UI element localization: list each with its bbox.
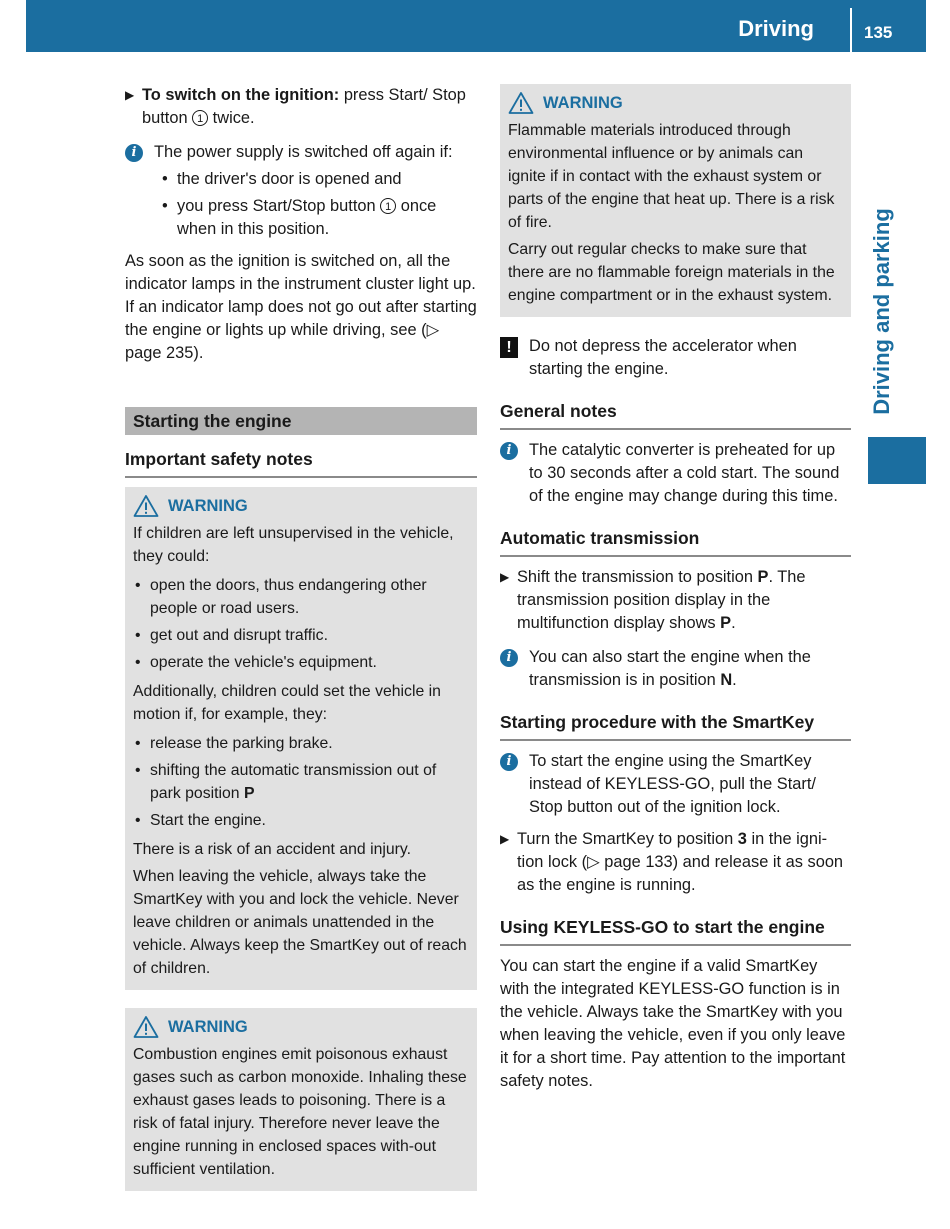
ignition-step-label: To switch on the ignition: — [142, 86, 340, 104]
warning-text: Flammable materials introduced through environmental influence or by animals can ignite if in contact with the exhaust system or parts of the engine that heat up. There is a risk of fire. — [508, 122, 835, 231]
list-item: • the driver's door is opened and — [160, 168, 477, 191]
side-tab — [866, 196, 896, 426]
play-arrow-icon: ▶ — [500, 570, 510, 584]
info-icon: i — [500, 753, 518, 771]
park-letter: P — [243, 785, 255, 802]
info-icon: i — [500, 649, 518, 667]
power-info-text: The power supply is switched off again if: — [154, 143, 453, 161]
warning-box-exhaust — [125, 1008, 477, 1191]
exclamation-icon: ! — [500, 337, 518, 358]
warning-bullets — [133, 732, 469, 832]
warning-header — [133, 1012, 469, 1042]
list-item: • release the parking brake. — [133, 732, 469, 755]
list-item: • get out and disrupt traffic. — [133, 624, 469, 647]
subhead-general: General notes — [500, 399, 851, 430]
warning-triangle-icon — [133, 1015, 159, 1039]
ignition-step — [125, 84, 477, 130]
list-item — [160, 195, 477, 241]
list-item: • open the doors, thus endangering other people or road users. — [133, 574, 469, 620]
info-icon: i — [125, 144, 143, 162]
circled-number-1-icon: 1 — [380, 198, 396, 214]
ignition-step-text-end: twice. — [208, 109, 255, 127]
warning-text: If children are left unsupervised in the vehicle, they could: — [133, 525, 454, 565]
power-bullets — [142, 168, 477, 241]
header-divider — [850, 8, 852, 52]
warning-triangle-icon — [133, 494, 159, 518]
info-text: To start the engine using the SmartKey instead of KEYLESS-GO, pull the Start/ Stop button out of the ignition lock. — [529, 752, 816, 816]
list-item: • operate the vehicle's equipment. — [133, 651, 469, 674]
step-text: . — [731, 614, 736, 632]
bullet-text: you press Start/Stop button — [177, 197, 376, 215]
warning-title: WARNING — [543, 93, 623, 112]
step-text: . The transmission position display in the multifunction display shows — [517, 568, 806, 632]
warning-title: WARNING — [168, 496, 248, 515]
section-title: Starting the engine — [125, 407, 477, 435]
position-letter: N — [720, 671, 733, 689]
turn-step — [500, 828, 851, 897]
warning-triangle-icon — [508, 91, 534, 115]
notice-text: Do not depress the accelerator when starting the engine. — [529, 337, 797, 378]
warning-title: WARNING — [168, 1017, 248, 1036]
info-icon: i — [500, 442, 518, 460]
warning-header — [508, 88, 843, 118]
warning-text: Carry out regular checks to make sure that there are no flammable foreign materials in the engine compartment or in the exhaust system. — [508, 241, 835, 304]
power-info — [125, 141, 477, 241]
info-catalytic — [500, 439, 851, 508]
step-text: in the igni-tion lock (▷ page 133) and release it as soon as the engine is running. — [517, 830, 844, 894]
info-text: You can also start the engine when the transmission is in position — [529, 648, 811, 689]
bullet-text: shifting the automatic transmission out of park position — [150, 762, 437, 802]
left-column — [125, 84, 477, 1209]
info-smartkey — [500, 750, 851, 819]
warning-text: There is a risk of an accident and injury. — [133, 841, 412, 858]
position-letter: P — [757, 568, 769, 586]
play-arrow-icon: ▶ — [500, 832, 510, 846]
step-text: Shift the transmission to position — [517, 568, 758, 586]
warning-header — [133, 491, 469, 521]
ignition-step-text: press Start/ Stop button — [142, 86, 466, 127]
subhead-automatic: Automatic transmission — [500, 526, 851, 557]
step-text: Turn the SmartKey to position — [517, 830, 738, 848]
warning-box-children — [125, 487, 477, 990]
list-item: • Start the engine. — [133, 809, 469, 832]
play-arrow-icon: ▶ — [125, 88, 135, 102]
subhead-safety: Important safety notes — [125, 447, 477, 478]
info-neutral — [500, 646, 851, 692]
info-text: . — [732, 671, 737, 689]
warning-bullets — [133, 574, 469, 674]
warning-text: When leaving the vehicle, always take the SmartKey with you and lock the vehicle. Never leave children or animals unattended in the vehicle. Always keep the SmartKey out of reach of children. — [133, 868, 467, 977]
position-number: 3 — [737, 830, 747, 848]
side-tab-marker — [868, 437, 926, 484]
warning-box-fire — [500, 84, 851, 317]
shift-step — [500, 566, 851, 635]
header-bar — [26, 0, 926, 52]
notice-accelerator — [500, 335, 851, 381]
warning-text: Additionally, children could set the vehicle in motion if, for example, they: — [133, 683, 441, 723]
subhead-smartkey: Starting procedure with the SmartKey — [500, 710, 851, 741]
keyless-paragraph: You can start the engine if a valid SmartKey with the integrated KEYLESS-GO function is in the vehicle. Always take the SmartKey with you when leaving the vehicle, even if you only leave it for a short time. Pay attention to the important safety notes. — [500, 957, 846, 1090]
info-text: The catalytic converter is preheated for up to 30 seconds after a cold start. The sound of the engine may change during this time. — [529, 441, 840, 505]
position-letter: P — [720, 614, 732, 632]
header-section-title: Driving — [738, 16, 814, 41]
subhead-keyless: Using KEYLESS-GO to start the engine — [500, 915, 851, 946]
bullet-text: once when in this position. — [177, 197, 437, 238]
list-item — [133, 759, 469, 805]
right-column — [500, 84, 851, 1102]
circled-number-1-icon: 1 — [192, 110, 208, 126]
warning-text: Combustion engines emit poisonous exhaust gases such as carbon monoxide. Inhaling these exhaust gases leads to poisoning. There is a risk of fatal injury. Therefore never leave the engine running in enclosed spaces with-out sufficient ventilation. — [133, 1046, 467, 1178]
indicator-paragraph: As soon as the ignition is switched on, all the indicator lamps in the instrument cluster light up. If an indicator lamp does not go out after starting the engine or lights up while driving, see (▷ page 235). — [125, 252, 477, 362]
side-tab-label: Driving and parking — [868, 207, 894, 415]
page-number: 135 — [864, 23, 893, 42]
